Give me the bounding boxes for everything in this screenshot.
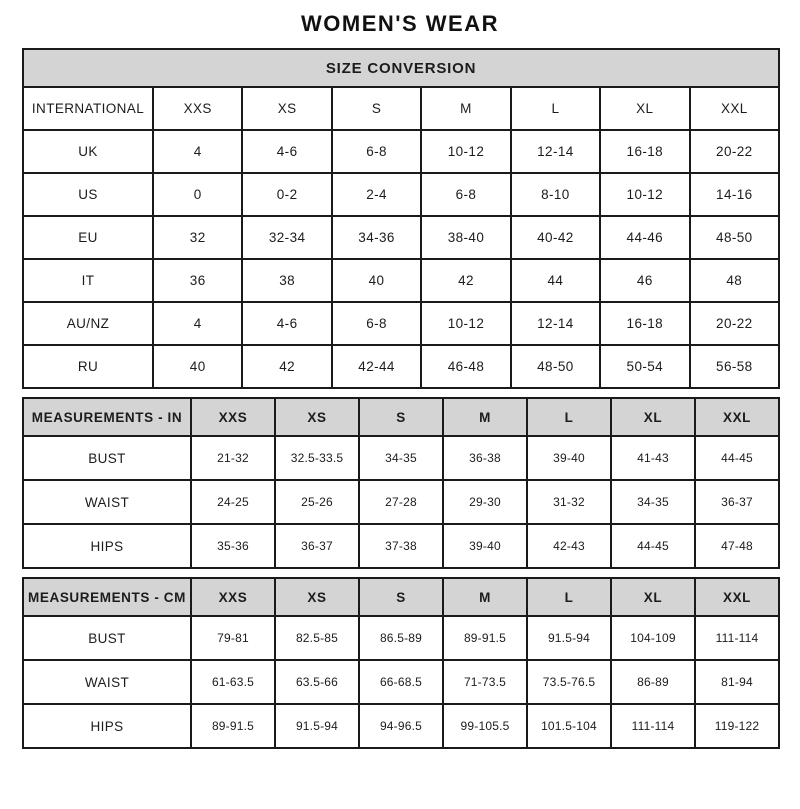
measurements-cm-table — [22, 577, 780, 749]
size-value: 6-8 — [421, 173, 510, 216]
size-value: 44-46 — [600, 216, 689, 259]
size-conversion-table — [22, 48, 780, 389]
row-label: HIPS — [23, 704, 191, 748]
measurement-value: 36-37 — [695, 480, 779, 524]
size-header: L — [527, 398, 611, 436]
size-value: 20-22 — [690, 130, 780, 173]
size-value: 6-8 — [332, 302, 421, 345]
measurement-value: 82.5-85 — [275, 616, 359, 660]
size-header: S — [359, 398, 443, 436]
size-value: 10-12 — [421, 130, 510, 173]
size-value: 12-14 — [511, 302, 600, 345]
measurement-value: 36-38 — [443, 436, 527, 480]
measurement-value: 25-26 — [275, 480, 359, 524]
measurement-value: 35-36 — [191, 524, 275, 568]
size-value: 4-6 — [242, 130, 331, 173]
measurement-value: 34-35 — [359, 436, 443, 480]
size-header: L — [527, 578, 611, 616]
size-value: 32-34 — [242, 216, 331, 259]
measurements-in-table — [22, 397, 780, 569]
size-header: XXL — [690, 87, 780, 130]
row-label: BUST — [23, 616, 191, 660]
table-row — [23, 524, 779, 568]
measurement-value: 36-37 — [275, 524, 359, 568]
measurement-value: 94-96.5 — [359, 704, 443, 748]
row-label: HIPS — [23, 524, 191, 568]
measurement-value: 89-91.5 — [191, 704, 275, 748]
table-row — [23, 173, 779, 216]
measurement-value: 37-38 — [359, 524, 443, 568]
size-header: XXS — [191, 398, 275, 436]
size-header: S — [332, 87, 421, 130]
size-value: 14-16 — [690, 173, 780, 216]
size-value: 10-12 — [600, 173, 689, 216]
measurement-value: 71-73.5 — [443, 660, 527, 704]
measurement-value: 34-35 — [611, 480, 695, 524]
measurement-value: 63.5-66 — [275, 660, 359, 704]
size-header: XL — [600, 87, 689, 130]
size-value: 56-58 — [690, 345, 780, 388]
size-value: 34-36 — [332, 216, 421, 259]
measurement-value: 41-43 — [611, 436, 695, 480]
size-value: 4 — [153, 130, 242, 173]
size-header: XXS — [153, 87, 242, 130]
table-row — [23, 302, 779, 345]
row-label: IT — [23, 259, 153, 302]
size-value: 50-54 — [600, 345, 689, 388]
size-header: XXL — [695, 398, 779, 436]
measurement-value: 39-40 — [527, 436, 611, 480]
measurement-value: 66-68.5 — [359, 660, 443, 704]
size-value: 48-50 — [511, 345, 600, 388]
size-value: 0-2 — [242, 173, 331, 216]
measurement-value: 86-89 — [611, 660, 695, 704]
table-row — [23, 345, 779, 388]
size-header: XL — [611, 398, 695, 436]
size-value: 42 — [421, 259, 510, 302]
table-row — [23, 660, 779, 704]
measurement-value: 101.5-104 — [527, 704, 611, 748]
row-label: UK — [23, 130, 153, 173]
size-value: 0 — [153, 173, 242, 216]
measurement-value: 81-94 — [695, 660, 779, 704]
size-header: XXS — [191, 578, 275, 616]
size-value: 10-12 — [421, 302, 510, 345]
size-value: 42 — [242, 345, 331, 388]
row-label: US — [23, 173, 153, 216]
size-value: 20-22 — [690, 302, 780, 345]
measurements-in-body — [23, 398, 779, 568]
size-header: XXL — [695, 578, 779, 616]
table-title: MEASUREMENTS - CM — [23, 578, 191, 616]
size-conversion-body — [23, 49, 779, 388]
measurement-value: 39-40 — [443, 524, 527, 568]
size-value: 8-10 — [511, 173, 600, 216]
header-row — [23, 578, 779, 616]
size-value: 48-50 — [690, 216, 780, 259]
row-label: EU — [23, 216, 153, 259]
size-chart-page — [22, 9, 778, 749]
size-value: 4 — [153, 302, 242, 345]
size-header: M — [421, 87, 510, 130]
size-header: L — [511, 87, 600, 130]
measurement-value: 42-43 — [527, 524, 611, 568]
measurement-value: 91.5-94 — [527, 616, 611, 660]
table-row — [23, 480, 779, 524]
size-header: XS — [275, 578, 359, 616]
measurement-value: 111-114 — [611, 704, 695, 748]
measurement-value: 99-105.5 — [443, 704, 527, 748]
measurement-value: 44-45 — [695, 436, 779, 480]
size-header: S — [359, 578, 443, 616]
size-value: 2-4 — [332, 173, 421, 216]
table-row — [23, 130, 779, 173]
size-value: 40 — [153, 345, 242, 388]
row-label: WAIST — [23, 480, 191, 524]
row-label: RU — [23, 345, 153, 388]
measurement-value: 104-109 — [611, 616, 695, 660]
table-row — [23, 436, 779, 480]
size-header: M — [443, 398, 527, 436]
size-value: 40 — [332, 259, 421, 302]
size-value: 46-48 — [421, 345, 510, 388]
size-value: 46 — [600, 259, 689, 302]
page-title: WOMEN'S WEAR — [301, 11, 499, 36]
size-header: XS — [242, 87, 331, 130]
measurement-value: 119-122 — [695, 704, 779, 748]
size-header: XS — [275, 398, 359, 436]
table-title: SIZE CONVERSION — [23, 49, 779, 87]
measurement-value: 47-48 — [695, 524, 779, 568]
measurement-value: 44-45 — [611, 524, 695, 568]
table-row — [23, 704, 779, 748]
size-value: 36 — [153, 259, 242, 302]
measurement-value: 79-81 — [191, 616, 275, 660]
measurement-value: 21-32 — [191, 436, 275, 480]
size-value: 12-14 — [511, 130, 600, 173]
row-label: AU/NZ — [23, 302, 153, 345]
measurements-cm-body — [23, 578, 779, 748]
table-title-row — [23, 49, 779, 87]
measurement-value: 91.5-94 — [275, 704, 359, 748]
table-title: MEASUREMENTS - IN — [23, 398, 191, 436]
measurement-value: 24-25 — [191, 480, 275, 524]
measurement-value: 32.5-33.5 — [275, 436, 359, 480]
table-row — [23, 616, 779, 660]
measurement-value: 61-63.5 — [191, 660, 275, 704]
table-row — [23, 259, 779, 302]
size-value: 6-8 — [332, 130, 421, 173]
size-value: 48 — [690, 259, 780, 302]
size-value: 40-42 — [511, 216, 600, 259]
size-value: 38 — [242, 259, 331, 302]
row-label: WAIST — [23, 660, 191, 704]
table-row — [23, 216, 779, 259]
header-row — [23, 87, 779, 130]
size-value: 16-18 — [600, 302, 689, 345]
measurement-value: 29-30 — [443, 480, 527, 524]
measurement-value: 27-28 — [359, 480, 443, 524]
size-header: XL — [611, 578, 695, 616]
size-value: 32 — [153, 216, 242, 259]
measurement-value: 89-91.5 — [443, 616, 527, 660]
header-row — [23, 398, 779, 436]
measurement-value: 73.5-76.5 — [527, 660, 611, 704]
size-value: 38-40 — [421, 216, 510, 259]
size-value: 42-44 — [332, 345, 421, 388]
corner-header: INTERNATIONAL — [23, 87, 153, 130]
row-label: BUST — [23, 436, 191, 480]
measurement-value: 31-32 — [527, 480, 611, 524]
measurement-value: 86.5-89 — [359, 616, 443, 660]
measurement-value: 111-114 — [695, 616, 779, 660]
size-value: 4-6 — [242, 302, 331, 345]
size-value: 44 — [511, 259, 600, 302]
size-value: 16-18 — [600, 130, 689, 173]
size-header: M — [443, 578, 527, 616]
